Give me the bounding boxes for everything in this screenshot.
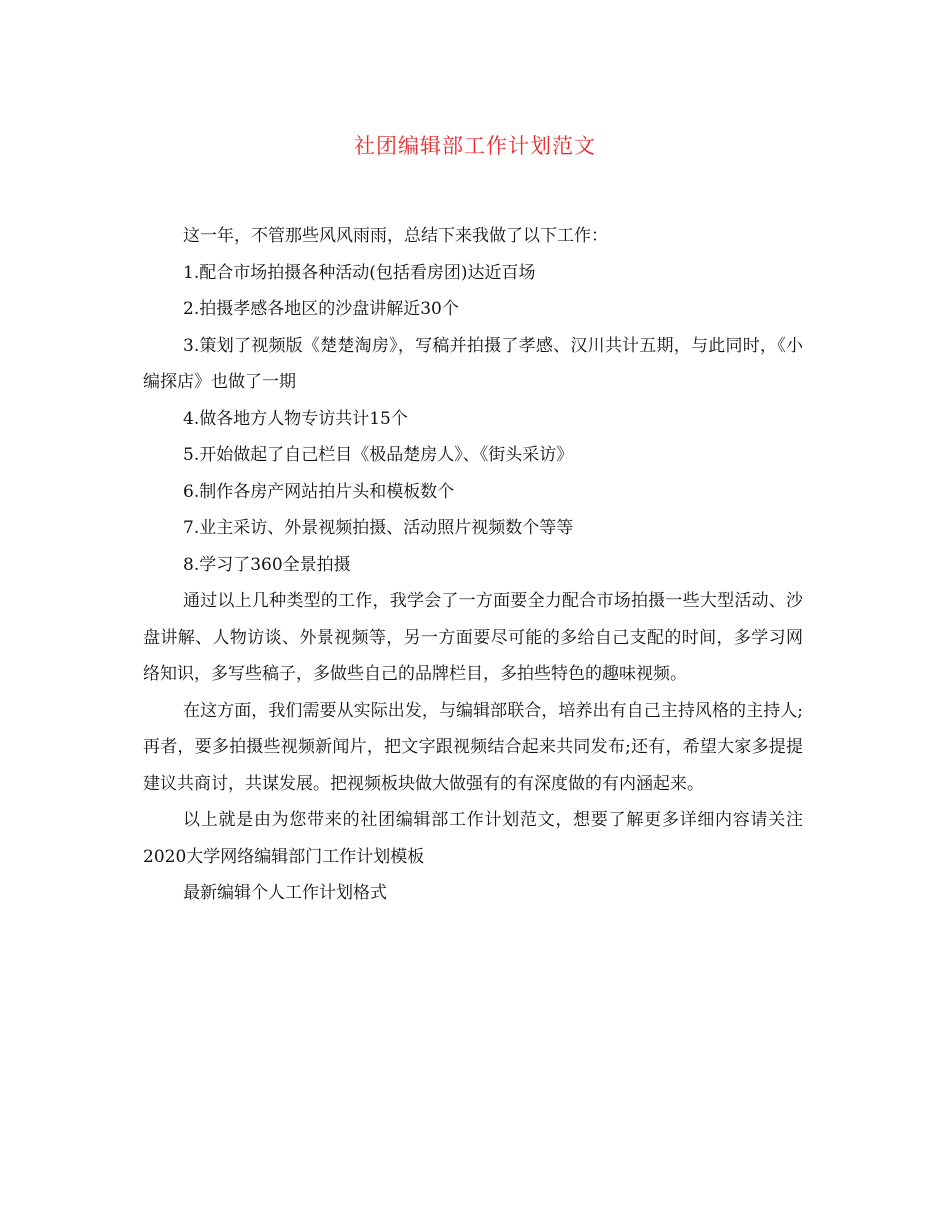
paragraph-summary: 通过以上几种类型的工作，我学会了一方面要全力配合市场拍摄一些大型活动、沙盘讲解、人物访谈、外景视频等，另一方面要尽可能的多给自己支配的时间，多学习网络知识，多写些稿子，多做些自己的品牌栏目，多拍些特色的趣味视频。 — [143, 591, 803, 684]
list-item-8: 8.学习了360全景拍摄 — [183, 554, 351, 575]
list-item-2: 2.拍摄孝感各地区的沙盘讲解近30个 — [183, 299, 459, 319]
list-item-1: 1.配合市场拍摄各种活动(包括看房团)达近百场 — [183, 262, 536, 283]
list-item-4: 4.做各地方人物专访共计15个 — [183, 408, 408, 429]
paragraph-intro: 这一年，不管那些风风雨雨，总结下来我做了以下工作： — [183, 226, 608, 246]
list-item-7: 7.业主采访、外景视频拍摄、活动照片视频数个等等 — [183, 518, 574, 538]
list-item-3: 3.策划了视频版《楚楚淘房》，写稿并拍摄了孝感、汉川共计五期，与此同时，《小编探店》也做了一期 — [143, 335, 803, 392]
list-item-6: 6.制作各房产网站拍片头和模板数个 — [183, 481, 455, 502]
list-item-5: 5.开始做起了自己栏目《极品楚房人》、《街头采访》 — [183, 445, 574, 465]
paragraph-plan: 在这方面，我们需要从实际出发，与编辑部联合，培养出有自己主持风格的主持人;再者，要多拍摄些视频新闻片，把文字跟视频结合起来共同发布;还有，希望大家多提提建议共商讨，共谋发展。把视频板块做大做强有的有深度做的有内涵起来。 — [143, 700, 803, 794]
paragraph-related-link: 最新编辑个人工作计划格式 — [183, 883, 387, 903]
page-title: 社团编辑部工作计划范文 — [354, 134, 596, 158]
document-body — [143, 218, 803, 912]
paragraph-closing: 以上就是由为您带来的社团编辑部工作计划范文，想要了解更多详细内容请关注2020大学网络编辑部门工作计划模板 — [143, 810, 803, 867]
